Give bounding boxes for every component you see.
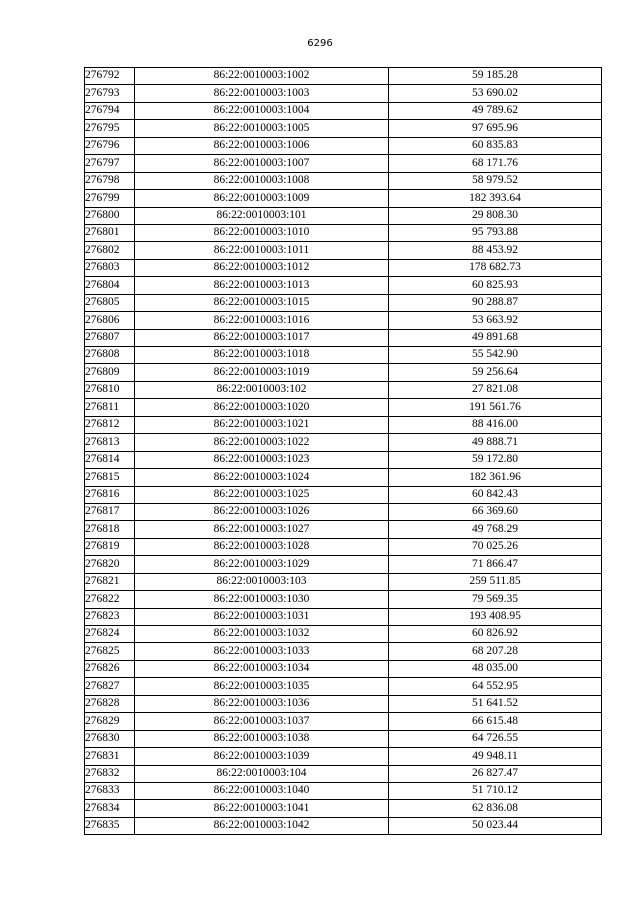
table-row	[85, 399, 602, 416]
cadastral-number-cell: 86:22:0010003:1027	[135, 521, 389, 538]
value-cell: 259 511.85	[389, 573, 602, 590]
row-number-cell: 276831	[85, 748, 135, 765]
cadastral-number-cell: 86:22:0010003:1038	[135, 730, 389, 747]
table-row	[85, 521, 602, 538]
value-cell: 62 836.08	[389, 800, 602, 817]
value-cell: 70 025.26	[389, 538, 602, 555]
cadastral-number-cell: 86:22:0010003:1015	[135, 294, 389, 311]
table-row	[85, 416, 602, 433]
table-row	[85, 556, 602, 573]
cadastral-number-cell: 86:22:0010003:101	[135, 207, 389, 224]
table-row	[85, 800, 602, 817]
cadastral-number-cell: 86:22:0010003:102	[135, 381, 389, 398]
cadastral-number-cell: 86:22:0010003:1026	[135, 503, 389, 520]
value-cell: 49 891.68	[389, 329, 602, 346]
cadastral-number-cell: 86:22:0010003:1011	[135, 242, 389, 259]
cadastral-number-cell: 86:22:0010003:104	[135, 765, 389, 782]
table-row	[85, 207, 602, 224]
table-row	[85, 259, 602, 276]
value-cell: 97 695.96	[389, 120, 602, 137]
row-number-cell: 276828	[85, 695, 135, 712]
table-row	[85, 434, 602, 451]
row-number-cell: 276803	[85, 259, 135, 276]
row-number-cell: 276819	[85, 538, 135, 555]
table-row	[85, 451, 602, 468]
value-cell: 79 569.35	[389, 591, 602, 608]
value-cell: 193 408.95	[389, 608, 602, 625]
value-cell: 51 710.12	[389, 782, 602, 799]
value-cell: 50 023.44	[389, 817, 602, 834]
value-cell: 178 682.73	[389, 259, 602, 276]
row-number-cell: 276795	[85, 120, 135, 137]
row-number-cell: 276802	[85, 242, 135, 259]
value-cell: 60 825.93	[389, 277, 602, 294]
table-row	[85, 503, 602, 520]
value-cell: 48 035.00	[389, 660, 602, 677]
cadastral-number-cell: 86:22:0010003:1032	[135, 626, 389, 643]
cadastral-number-cell: 86:22:0010003:1035	[135, 678, 389, 695]
value-cell: 191 561.76	[389, 399, 602, 416]
cadastral-number-cell: 86:22:0010003:1002	[135, 68, 389, 85]
cadastral-number-cell: 86:22:0010003:1008	[135, 172, 389, 189]
row-number-cell: 276798	[85, 172, 135, 189]
cadastral-number-cell: 86:22:0010003:1036	[135, 695, 389, 712]
row-number-cell: 276796	[85, 137, 135, 154]
cadastral-number-cell: 86:22:0010003:1010	[135, 224, 389, 241]
row-number-cell: 276822	[85, 591, 135, 608]
cadastral-table	[84, 67, 602, 835]
table-row	[85, 626, 602, 643]
value-cell: 29 808.30	[389, 207, 602, 224]
cadastral-number-cell: 86:22:0010003:1031	[135, 608, 389, 625]
row-number-cell: 276810	[85, 381, 135, 398]
cadastral-number-cell: 86:22:0010003:1005	[135, 120, 389, 137]
row-number-cell: 276794	[85, 102, 135, 119]
table-row	[85, 277, 602, 294]
cadastral-number-cell: 86:22:0010003:1020	[135, 399, 389, 416]
table-row	[85, 643, 602, 660]
value-cell: 60 842.43	[389, 486, 602, 503]
row-number-cell: 276809	[85, 364, 135, 381]
table-row	[85, 591, 602, 608]
value-cell: 49 789.62	[389, 102, 602, 119]
cadastral-number-cell: 86:22:0010003:1021	[135, 416, 389, 433]
value-cell: 58 979.52	[389, 172, 602, 189]
row-number-cell: 276830	[85, 730, 135, 747]
page-number: 6296	[307, 38, 333, 49]
value-cell: 66 615.48	[389, 713, 602, 730]
cadastral-number-cell: 86:22:0010003:1004	[135, 102, 389, 119]
cadastral-number-cell: 86:22:0010003:1022	[135, 434, 389, 451]
row-number-cell: 276816	[85, 486, 135, 503]
table-row	[85, 765, 602, 782]
value-cell: 95 793.88	[389, 224, 602, 241]
cadastral-number-cell: 86:22:0010003:1025	[135, 486, 389, 503]
table-row	[85, 713, 602, 730]
row-number-cell: 276832	[85, 765, 135, 782]
row-number-cell: 276818	[85, 521, 135, 538]
row-number-cell: 276812	[85, 416, 135, 433]
table-row	[85, 120, 602, 137]
row-number-cell: 276814	[85, 451, 135, 468]
table-row	[85, 172, 602, 189]
value-cell: 59 172.80	[389, 451, 602, 468]
value-cell: 88 453.92	[389, 242, 602, 259]
table-row	[85, 748, 602, 765]
value-cell: 68 171.76	[389, 155, 602, 172]
cadastral-number-cell: 86:22:0010003:1042	[135, 817, 389, 834]
cadastral-number-cell: 86:22:0010003:1016	[135, 312, 389, 329]
row-number-cell: 276804	[85, 277, 135, 294]
table-row	[85, 242, 602, 259]
row-number-cell: 276813	[85, 434, 135, 451]
row-number-cell: 276827	[85, 678, 135, 695]
row-number-cell: 276811	[85, 399, 135, 416]
table-row	[85, 364, 602, 381]
table-row	[85, 608, 602, 625]
value-cell: 64 726.55	[389, 730, 602, 747]
row-number-cell: 276805	[85, 294, 135, 311]
table-row	[85, 102, 602, 119]
cadastral-number-cell: 86:22:0010003:1017	[135, 329, 389, 346]
cadastral-number-cell: 86:22:0010003:1024	[135, 469, 389, 486]
table-row	[85, 695, 602, 712]
value-cell: 53 663.92	[389, 312, 602, 329]
value-cell: 66 369.60	[389, 503, 602, 520]
cadastral-number-cell: 86:22:0010003:1033	[135, 643, 389, 660]
table-row	[85, 678, 602, 695]
row-number-cell: 276792	[85, 68, 135, 85]
table-row	[85, 381, 602, 398]
table-row	[85, 329, 602, 346]
row-number-cell: 276823	[85, 608, 135, 625]
table-row	[85, 538, 602, 555]
table-row	[85, 347, 602, 364]
row-number-cell: 276815	[85, 469, 135, 486]
row-number-cell: 276799	[85, 190, 135, 207]
row-number-cell: 276834	[85, 800, 135, 817]
cadastral-number-cell: 86:22:0010003:1034	[135, 660, 389, 677]
row-number-cell: 276820	[85, 556, 135, 573]
cadastral-number-cell: 86:22:0010003:1037	[135, 713, 389, 730]
cadastral-number-cell: 86:22:0010003:1007	[135, 155, 389, 172]
value-cell: 60 835.83	[389, 137, 602, 154]
value-cell: 53 690.02	[389, 85, 602, 102]
value-cell: 182 361.96	[389, 469, 602, 486]
table-row	[85, 190, 602, 207]
cadastral-number-cell: 86:22:0010003:103	[135, 573, 389, 590]
cadastral-number-cell: 86:22:0010003:1019	[135, 364, 389, 381]
row-number-cell: 276829	[85, 713, 135, 730]
table-row	[85, 137, 602, 154]
cadastral-number-cell: 86:22:0010003:1039	[135, 748, 389, 765]
cadastral-number-cell: 86:22:0010003:1040	[135, 782, 389, 799]
row-number-cell: 276824	[85, 626, 135, 643]
value-cell: 27 821.08	[389, 381, 602, 398]
table-row	[85, 486, 602, 503]
row-number-cell: 276800	[85, 207, 135, 224]
table-row	[85, 68, 602, 85]
table-body	[85, 68, 602, 835]
row-number-cell: 276807	[85, 329, 135, 346]
cadastral-number-cell: 86:22:0010003:1003	[135, 85, 389, 102]
row-number-cell: 276817	[85, 503, 135, 520]
cadastral-number-cell: 86:22:0010003:1018	[135, 347, 389, 364]
cadastral-number-cell: 86:22:0010003:1006	[135, 137, 389, 154]
value-cell: 55 542.90	[389, 347, 602, 364]
table-row	[85, 294, 602, 311]
value-cell: 182 393.64	[389, 190, 602, 207]
table-row	[85, 312, 602, 329]
value-cell: 71 866.47	[389, 556, 602, 573]
value-cell: 59 256.64	[389, 364, 602, 381]
value-cell: 49 888.71	[389, 434, 602, 451]
row-number-cell: 276808	[85, 347, 135, 364]
table-row	[85, 817, 602, 834]
row-number-cell: 276825	[85, 643, 135, 660]
value-cell: 90 288.87	[389, 294, 602, 311]
value-cell: 59 185.28	[389, 68, 602, 85]
cadastral-number-cell: 86:22:0010003:1009	[135, 190, 389, 207]
value-cell: 88 416.00	[389, 416, 602, 433]
value-cell: 51 641.52	[389, 695, 602, 712]
value-cell: 49 948.11	[389, 748, 602, 765]
cadastral-number-cell: 86:22:0010003:1028	[135, 538, 389, 555]
table-row	[85, 573, 602, 590]
row-number-cell: 276801	[85, 224, 135, 241]
table-row	[85, 85, 602, 102]
cadastral-number-cell: 86:22:0010003:1013	[135, 277, 389, 294]
cadastral-number-cell: 86:22:0010003:1041	[135, 800, 389, 817]
value-cell: 49 768.29	[389, 521, 602, 538]
cadastral-number-cell: 86:22:0010003:1012	[135, 259, 389, 276]
table-row	[85, 660, 602, 677]
row-number-cell: 276826	[85, 660, 135, 677]
row-number-cell: 276833	[85, 782, 135, 799]
row-number-cell: 276793	[85, 85, 135, 102]
value-cell: 64 552.95	[389, 678, 602, 695]
table-row	[85, 469, 602, 486]
row-number-cell: 276797	[85, 155, 135, 172]
cadastral-number-cell: 86:22:0010003:1029	[135, 556, 389, 573]
value-cell: 60 826.92	[389, 626, 602, 643]
row-number-cell: 276806	[85, 312, 135, 329]
cadastral-number-cell: 86:22:0010003:1030	[135, 591, 389, 608]
value-cell: 26 827.47	[389, 765, 602, 782]
table-row	[85, 224, 602, 241]
row-number-cell: 276835	[85, 817, 135, 834]
table-row	[85, 730, 602, 747]
value-cell: 68 207.28	[389, 643, 602, 660]
table-row	[85, 155, 602, 172]
cadastral-number-cell: 86:22:0010003:1023	[135, 451, 389, 468]
row-number-cell: 276821	[85, 573, 135, 590]
table-row	[85, 782, 602, 799]
